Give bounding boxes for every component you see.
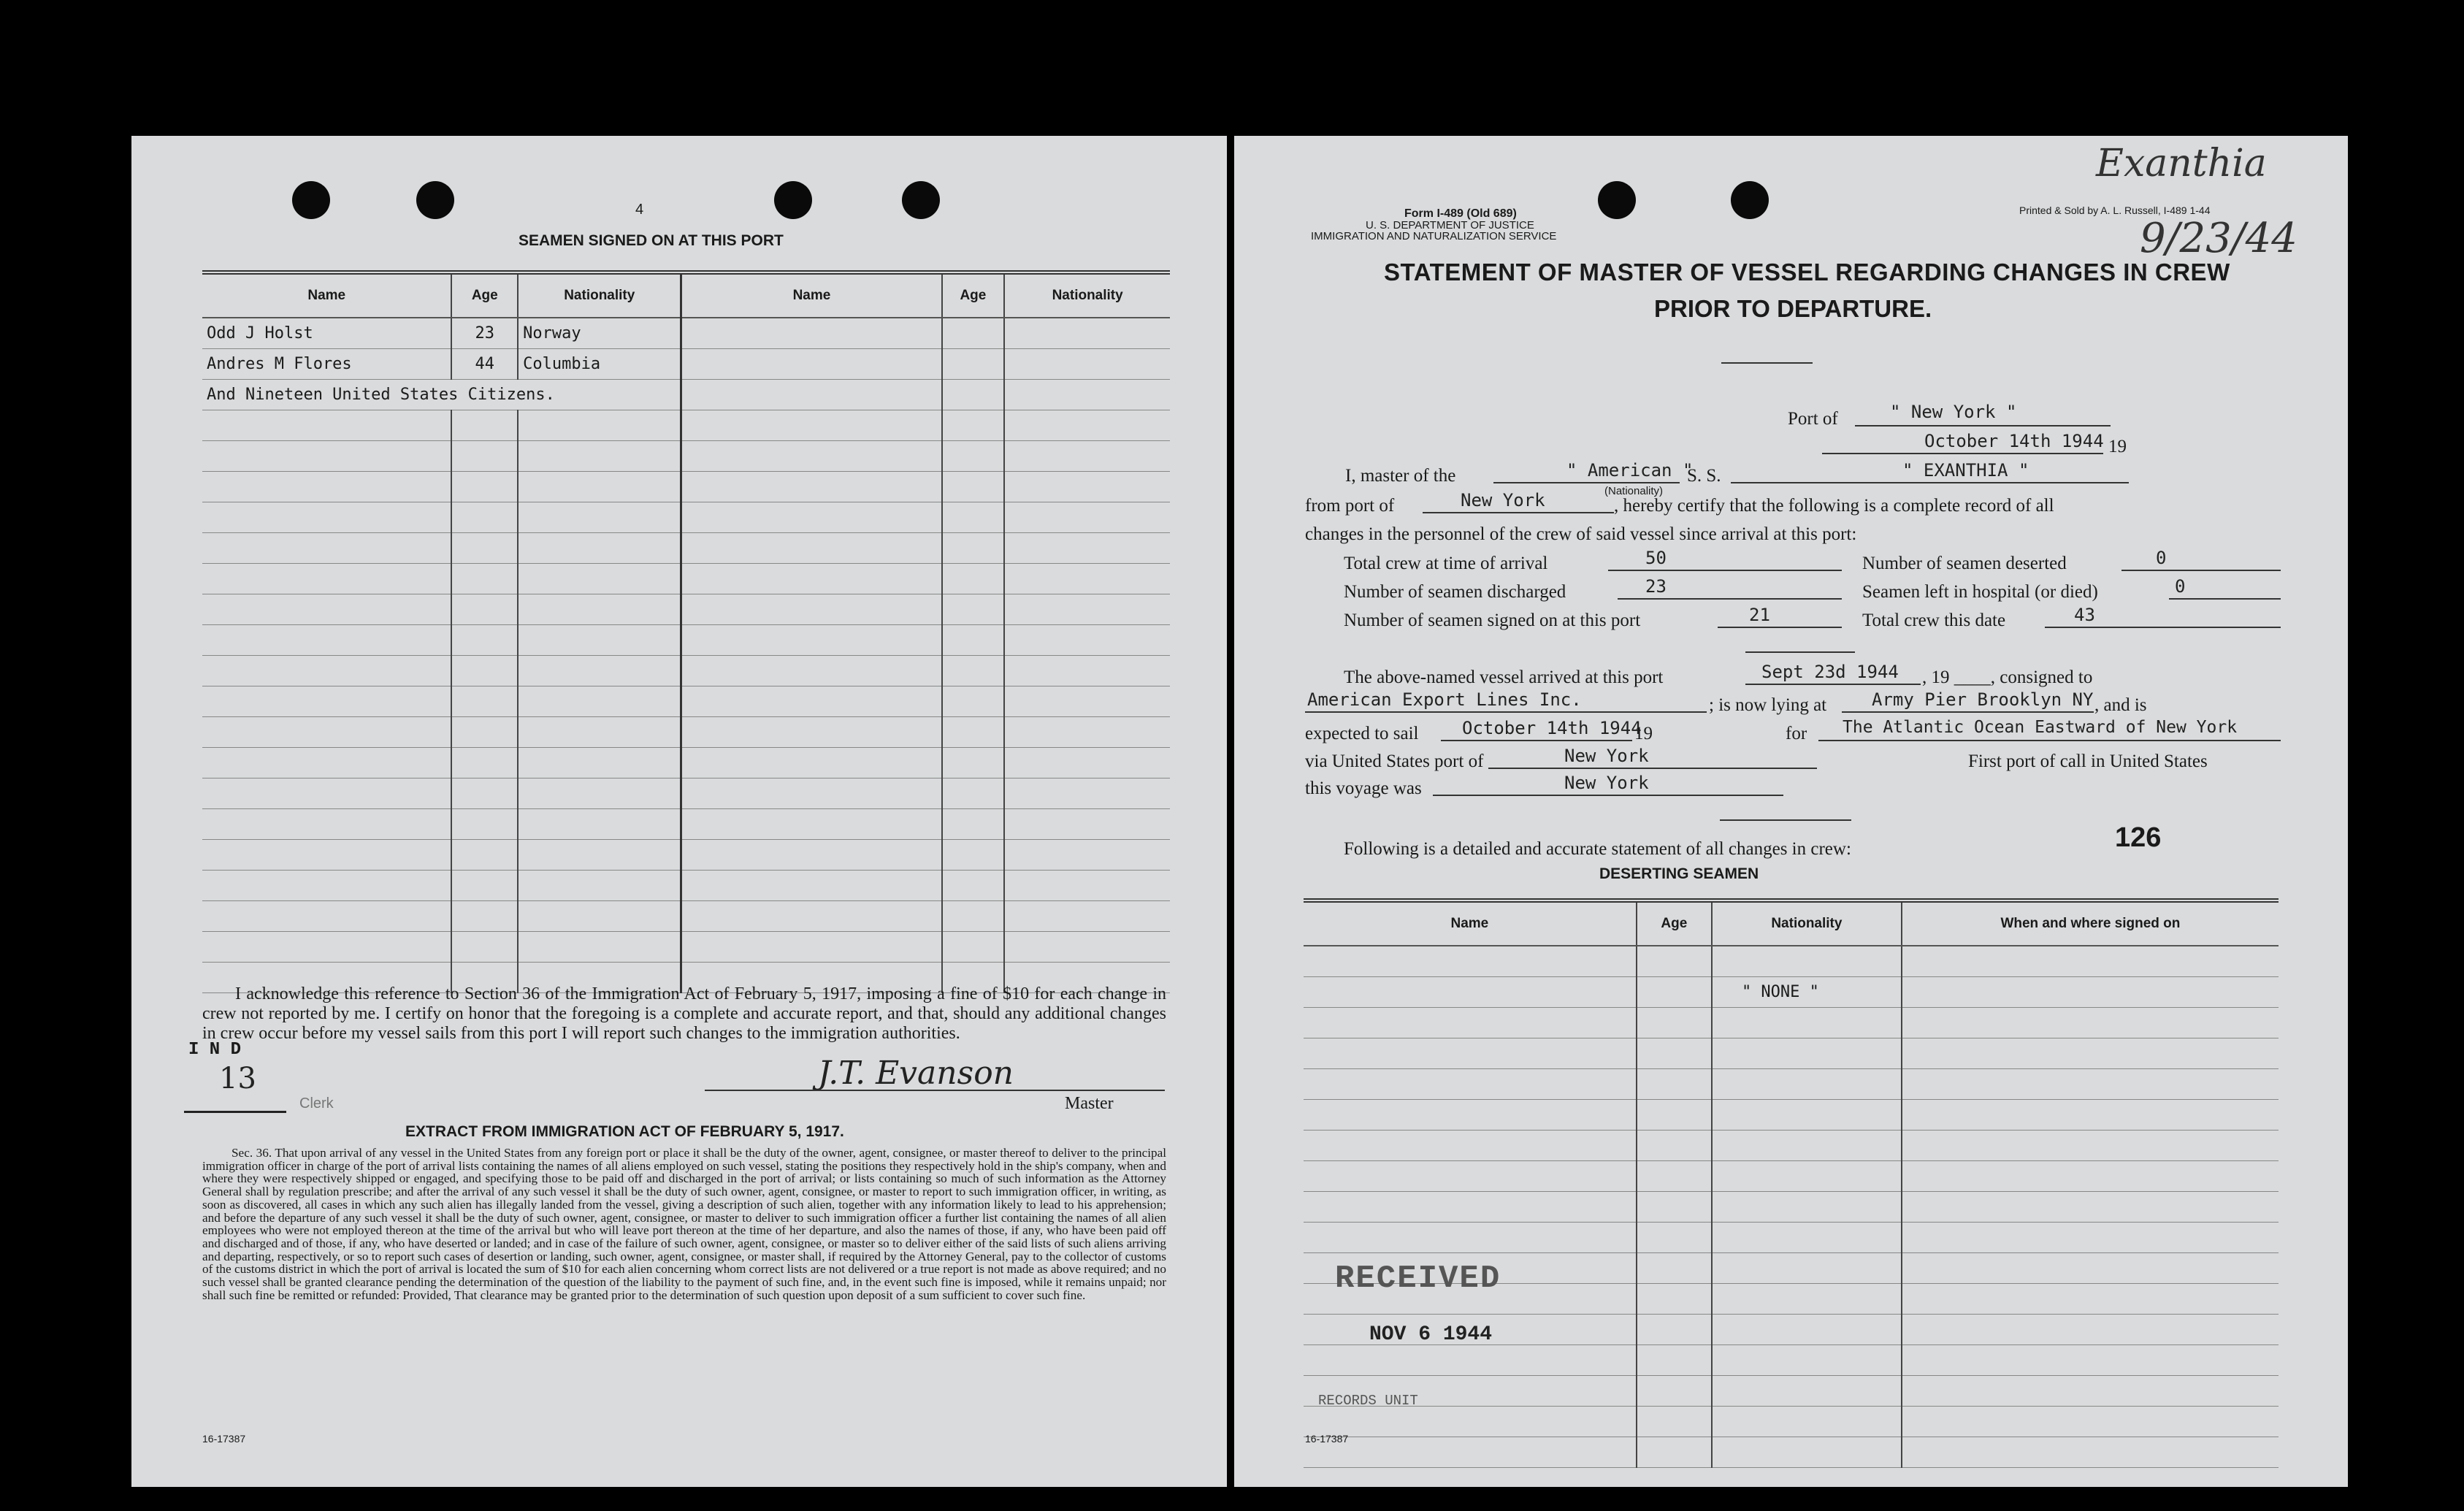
line (1745, 684, 1921, 685)
seaman-name: Odd J Holst (202, 318, 451, 349)
seaman-note: And Nineteen United States Citizens. (202, 380, 681, 410)
voyage-label: this voyage was (1305, 779, 1422, 798)
master-line (705, 1090, 1165, 1091)
deserting-table (1304, 898, 2279, 1468)
master-of-label: I, master of the (1345, 466, 1456, 486)
extract-text: Sec. 36. That upon arrival of any vessel in the United States from any foreign port or place it shall be the duty of the owner, agent, consignee, or master thereof to deliver to the principal immigration officer in charge of the port of arrival lists containing the names of all aliens employed on such vessel, stating the positions they respectively hold in the ship's company, when and where they were respectively shipped or engaged, and specifying those to be paid off and discharged in the port of arrival; or lists containing so much of such information as the Attorney General shall by regulation prescribe; and after the arrival of any such vessel it shall be the duty of such owner, agent, consignee, or master to report to such immigration officer, in writing, as soon as discovered, all cases in which any such alien has illegally landed from the vessel, giving a description of such alien, together with any information likely to lead to his apprehension; and before the departure of any such vessel it shall be the duty of such owner, agent, consignee, or master to deliver to such immigration officer a further list containing the names of all alien employees who were not employed thereon at the time of the arrival but who will leave port thereon at the time of her departure, and also the names of those, if any, who have been paid off and discharged and of those, if any, who have deserted or landed; and in case of the failure of such owner, agent, consignee, or master so to deliver either of the said lists of such aliens arriving and departing, respectively, or so to report such cases of desertion or landing, such owner, agent, consignee, or master shall, if required by the Attorney General, pay to the collector of customs of the customs district in which the port of arrival is located the sum of $10 for each alien concerning whom correct lists are not delivered or a true report is not made as above required; and no such vessel shall be granted clearance pending the determination of the question of the liability to the payment of such fine, and, in the event such fine is imposed, while it remains unpaid; nor shall such fine be remitted or refunded: Provided, That clearance may be granted prior to the determination of such question upon deposit of a sum sufficient to cover such fine. (202, 1146, 1166, 1302)
seaman-nationality: Columbia (518, 349, 681, 380)
deserted-value: 0 (2156, 548, 2167, 568)
acknowledgement-text: I acknowledge this reference to Section 36 of the Immigration Act of February 5, 1917, imposing a fine of $10 for each change in crew not reported by me. I certify on honor that the foregoing is a complete and accurate report, and that, should any additional changes in crew occur before my vessel sails from this port I will report such changes to the immigration authorities. (202, 984, 1166, 1043)
empty-row (202, 932, 1170, 963)
table-row (1304, 977, 2279, 1008)
empty-row (1304, 1131, 2279, 1161)
arrived-value: Sept 23d 1944 (1761, 662, 1899, 682)
empty-row (202, 717, 1170, 748)
destination-value: The Atlantic Ocean Eastward of New York (1843, 718, 2238, 737)
punch-hole (416, 181, 454, 219)
line (1818, 740, 2281, 741)
empty-row (1304, 1100, 2279, 1131)
empty-row (1304, 1376, 2279, 1407)
following-text: Following is a detailed and accurate statement of all changes in crew: (1344, 839, 1851, 859)
divider (1721, 362, 1813, 364)
nationality-value: " American " (1566, 460, 1694, 481)
empty-row (202, 564, 1170, 594)
empty-row (1304, 1192, 2279, 1223)
nationality-line (1493, 482, 1680, 483)
from-port-label: from port of (1305, 496, 1395, 516)
via-value: New York (1564, 746, 1649, 766)
total-crew-arrival-label: Total crew at time of arrival (1344, 554, 1548, 573)
line (1618, 598, 1842, 600)
col-header-nationality: Nationality (518, 272, 681, 318)
divider (1720, 819, 1851, 821)
form-code: 16-17387 (1305, 1433, 1349, 1445)
line (1488, 768, 1817, 769)
line (2121, 570, 2281, 571)
form-title-2: PRIOR TO DEPARTURE. (1654, 295, 1932, 322)
left-page (131, 136, 1227, 1487)
line (1305, 711, 1707, 713)
vessel-line (1731, 482, 2129, 483)
certify-text: , hereby certify that the following is a complete record of all (1614, 496, 2054, 516)
from-port-line (1423, 512, 1614, 513)
table-row (202, 349, 1170, 380)
port-value: " New York " (1890, 402, 2017, 422)
empty-row (1304, 1345, 2279, 1376)
form-code: 16-17387 (202, 1433, 246, 1445)
printer-note: Printed & Sold by A. L. Russell, I-489 1-44 (2019, 204, 2211, 216)
line (2169, 598, 2281, 600)
line (1441, 740, 1632, 741)
table-row (1304, 946, 2279, 977)
col-header-name: Name (681, 272, 942, 318)
total-crew-arrival-value: 50 (1645, 548, 1667, 568)
master-label: Master (1065, 1094, 1114, 1113)
hospital-label: Seamen left in hospital (or died) (1862, 582, 2098, 602)
clerk-label: Clerk (299, 1095, 334, 1112)
year-19: 19 (1634, 724, 1653, 743)
empty-row (1304, 1407, 2279, 1437)
empty-row (202, 656, 1170, 686)
punch-hole (1598, 181, 1636, 219)
clerk-line (184, 1111, 286, 1113)
divider (1745, 651, 1855, 653)
first-port-label: First port of call in United States (1968, 751, 2208, 771)
stamp-initials: I N D (188, 1040, 242, 1060)
col-header-age: Age (1637, 900, 1712, 946)
lying-label: ; is now lying at (1709, 695, 1827, 715)
section-title: SEAMEN SIGNED ON AT THIS PORT (519, 232, 784, 249)
signed-on-label: Number of seamen signed on at this port (1344, 611, 1641, 630)
col-header-name: Name (202, 272, 451, 318)
seaman-age: 44 (451, 349, 518, 380)
seaman-age: 23 (451, 318, 518, 349)
expected-label: expected to sail (1305, 724, 1419, 743)
total-crew-date-label: Total crew this date (1862, 611, 2006, 630)
clerk-initials: 13 (219, 1062, 256, 1095)
arrived-label: The above-named vessel arrived at this port (1344, 667, 1664, 687)
voyage-value: New York (1564, 773, 1649, 793)
consigned-label: , 19 ____, consigned to (1922, 667, 2093, 687)
consignee-value: American Export Lines Inc. (1307, 689, 1582, 710)
line (1842, 711, 2094, 713)
empty-row (202, 871, 1170, 901)
nationality-caption: (Nationality) (1604, 485, 1664, 497)
for-label: for (1786, 724, 1807, 743)
ss-label: S. S. (1687, 466, 1721, 486)
total-crew-date-value: 43 (2074, 605, 2095, 625)
discharged-value: 23 (1645, 576, 1667, 597)
changes-text: changes in the personnel of the crew of said vessel since arrival at this port: (1305, 524, 1857, 544)
received-stamp: RECEIVED (1335, 1261, 1501, 1297)
department: U. S. DEPARTMENT OF JUSTICE (1366, 219, 1534, 232)
vessel-value: " EXANTHIA " (1902, 460, 2029, 481)
seaman-name: Andres M Flores (202, 349, 451, 380)
empty-row (1304, 1223, 2279, 1253)
empty-row (202, 533, 1170, 564)
master-signature: J.T. Evanson (818, 1055, 1014, 1092)
and-is: , and is (2094, 695, 2147, 715)
port-label: Port of (1788, 409, 1838, 429)
form-number: Form I-489 (Old 689) (1404, 207, 1517, 220)
discharged-label: Number of seamen discharged (1344, 582, 1566, 602)
col-header-nationality: Nationality (1004, 272, 1170, 318)
table-row (202, 380, 1170, 410)
table-row (202, 318, 1170, 349)
lying-value: Army Pier Brooklyn NY (1872, 689, 2094, 710)
expected-value: October 14th 1944 (1462, 718, 1642, 738)
hospital-value: 0 (2175, 576, 2186, 597)
received-date: NOV 6 1944 (1369, 1323, 1493, 1346)
col-header-age: Age (942, 272, 1005, 318)
port-line (1855, 425, 2111, 426)
empty-row (202, 779, 1170, 809)
empty-row (202, 441, 1170, 472)
handwritten-date: 9/23/44 (2140, 215, 2297, 262)
empty-row (202, 410, 1170, 441)
empty-row (202, 748, 1170, 779)
empty-row (202, 502, 1170, 533)
deserting-entry: " NONE " (1712, 977, 1902, 1008)
line (1433, 795, 1783, 796)
empty-row (1304, 1008, 2279, 1038)
col-header-signed-on: When and where signed on (1902, 900, 2279, 946)
from-port-value: New York (1461, 490, 1545, 510)
empty-row (202, 686, 1170, 717)
empty-row (1304, 1069, 2279, 1100)
signed-on-table (202, 270, 1170, 993)
empty-row (202, 594, 1170, 625)
deserting-title: DESERTING SEAMEN (1599, 865, 1759, 882)
line (2045, 627, 2281, 628)
via-label: via United States port of (1305, 751, 1484, 771)
date-value: October 14th 1944 (1924, 431, 2104, 451)
extract-title: EXTRACT FROM IMMIGRATION ACT OF FEBRUARY 5, 1917. (405, 1123, 844, 1140)
deserted-label: Number of seamen deserted (1862, 554, 2067, 573)
empty-row (1304, 1437, 2279, 1468)
empty-row (202, 625, 1170, 656)
empty-row (202, 901, 1170, 932)
empty-row (1304, 1038, 2279, 1069)
page-number: 4 (635, 202, 644, 218)
punch-hole (774, 181, 812, 219)
date-line (1822, 453, 2103, 454)
col-header-name: Name (1304, 900, 1637, 946)
line (1718, 627, 1842, 628)
right-page (1234, 136, 2348, 1487)
punch-hole (292, 181, 330, 219)
punch-hole (902, 181, 940, 219)
col-header-age: Age (451, 272, 518, 318)
page-stamp: 126 (2115, 822, 2162, 853)
punch-hole (1731, 181, 1769, 219)
seaman-nationality: Norway (518, 318, 681, 349)
line (1608, 570, 1842, 571)
handwritten-vessel-note: Exanthia (2096, 142, 2267, 185)
empty-row (1304, 1161, 2279, 1192)
empty-row (202, 809, 1170, 840)
signed-on-value: 21 (1749, 605, 1770, 625)
empty-row (202, 840, 1170, 871)
empty-row (202, 472, 1170, 502)
year-suffix: 19 (2108, 437, 2127, 456)
form-title: STATEMENT OF MASTER OF VESSEL REGARDING CHANGES IN CREW (1384, 259, 2230, 286)
col-header-nationality: Nationality (1712, 900, 1902, 946)
service: IMMIGRATION AND NATURALIZATION SERVICE (1311, 230, 1557, 242)
records-unit-stamp: RECORDS UNIT (1318, 1393, 1418, 1409)
